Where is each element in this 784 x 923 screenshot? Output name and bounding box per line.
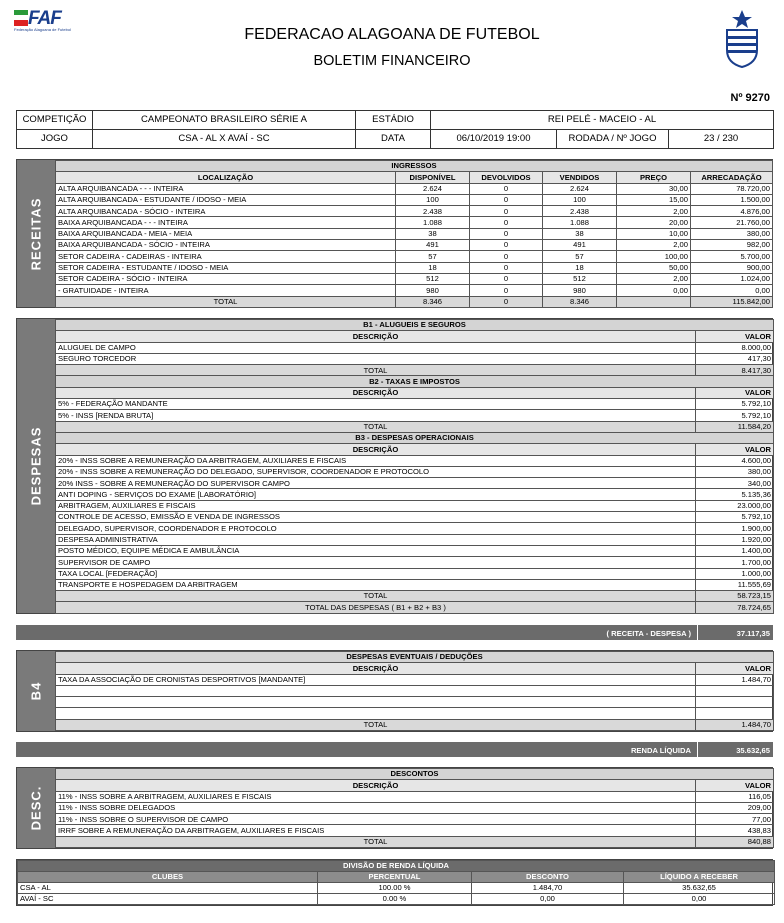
item-description: SEGURO TORCEDOR: [56, 353, 696, 364]
section-title-row: [56, 769, 774, 780]
table-cell: 2.624: [543, 183, 617, 194]
table-cell: SETOR CADEIRA - ESTUDANTE / IDOSO - MEIA: [56, 262, 396, 273]
total-label: TOTAL: [56, 365, 696, 376]
table-cell: 30,00: [617, 183, 691, 194]
empty-cell: [696, 697, 774, 708]
item-value: 77,00: [696, 814, 774, 825]
item-description: ARBITRAGEM, AUXILIARES E FISCAIS: [56, 500, 696, 511]
item-description: ANTI DOPING - SERVIÇOS DO EXAME [LABORATÓRIO]: [56, 489, 696, 500]
table-cell: CSA - AL: [18, 883, 318, 894]
table-cell: - GRATUIDADE - INTEIRA: [56, 285, 396, 296]
receitas-section-title: INGRESSOS: [56, 161, 773, 172]
table-cell: 1.024,00: [691, 273, 773, 284]
table-row: [56, 512, 774, 523]
table-cell: 2.438: [543, 206, 617, 217]
table-cell: 491: [396, 240, 470, 251]
item-value: 11.555,69: [696, 579, 774, 590]
table-cell: 35.632,65: [624, 883, 775, 894]
total-label: TOTAL: [56, 421, 696, 432]
table-row: [56, 568, 774, 579]
match-info: [16, 110, 773, 149]
table-cell: BAIXA ARQUIBANCADA - MEIA - MEIA: [56, 228, 396, 239]
table-cell: 57: [396, 251, 470, 262]
grand-total-label: TOTAL DAS DESPESAS ( B1 + B2 + B3 ): [56, 602, 696, 613]
competition-value: CAMPEONATO BRASILEIRO SÉRIE A: [93, 111, 356, 130]
divisao-col-header: LÍQUIDO A RECEBER: [624, 872, 775, 883]
b1-title: B1 - ALUGUEIS E SEGUROS: [56, 320, 774, 331]
total-value: 58.723,15: [696, 591, 774, 602]
receitas-total-row: [56, 296, 773, 307]
item-description: TAXA LOCAL [FEDERAÇÃO]: [56, 568, 696, 579]
table-cell: 78.720,00: [691, 183, 773, 194]
table-cell: 0: [470, 251, 543, 262]
receitas-header-row: [56, 172, 773, 183]
table-cell: SETOR CADEIRA - SÓCIO - INTEIRA: [56, 273, 396, 284]
table-row: [56, 262, 773, 273]
total-value: 8.417,30: [696, 365, 774, 376]
divisao-col-header: CLUBES: [18, 872, 318, 883]
descontos-total-row: [56, 836, 774, 847]
item-description: TRANSPORTE E HOSPEDAGEM DA ARBITRAGEM: [56, 579, 696, 590]
table-cell: 2.624: [396, 183, 470, 194]
table-cell: 0.00 %: [318, 894, 472, 905]
game-value: CSA - AL X AVAÍ - SC: [93, 130, 356, 149]
empty-row: [56, 685, 774, 696]
receitas-col-header: LOCALIZAÇÃO: [56, 172, 396, 183]
table-cell: AVAÍ - SC: [18, 894, 318, 905]
item-value: 116,05: [696, 791, 774, 802]
table-cell: 38: [396, 228, 470, 239]
game-label: JOGO: [17, 130, 93, 149]
empty-row: [56, 697, 774, 708]
table-row: [56, 228, 773, 239]
item-description: 20% - INSS SOBRE A REMUNERAÇÃO DA ARBITRAGEM, AUXILIARES E FISCAIS: [56, 455, 696, 466]
descontos-title: DESCONTOS: [56, 769, 774, 780]
table-cell: 1.088: [396, 217, 470, 228]
table-cell: 100: [396, 194, 470, 205]
valor-col-header: VALOR: [696, 780, 774, 791]
table-cell: 1.088: [543, 217, 617, 228]
divisao-section: [16, 859, 773, 906]
table-cell: 512: [543, 273, 617, 284]
item-value: 340,00: [696, 478, 774, 489]
item-value: 438,83: [696, 825, 774, 836]
b4-section: [16, 650, 773, 732]
despesas-section: [16, 318, 773, 614]
divisao-title: DIVISÃO DE RENDA LÍQUIDA: [18, 861, 775, 872]
table-row: [56, 674, 774, 685]
table-cell: 0: [470, 228, 543, 239]
empty-cell: [696, 708, 774, 719]
table-cell: 2.438: [396, 206, 470, 217]
b3-title: B3 - DESPESAS OPERACIONAIS: [56, 432, 774, 443]
total-value: 1.484,70: [696, 719, 774, 730]
table-row: [56, 273, 773, 284]
item-value: 1.700,00: [696, 557, 774, 568]
table-cell: 21.760,00: [691, 217, 773, 228]
divisao-header-row: [18, 872, 775, 883]
item-value: 4.600,00: [696, 455, 774, 466]
stadium-value: REI PELÉ - MACEIO - AL: [431, 111, 774, 130]
item-value: 1.900,00: [696, 523, 774, 534]
total-cell: 8.346: [396, 296, 470, 307]
empty-cell: [56, 708, 696, 719]
valor-col-header: VALOR: [696, 444, 774, 455]
item-description: IRRF SOBRE A REMUNERAÇÃO DA ARBITRAGEM, AUXILIARES E FISCAIS: [56, 825, 696, 836]
table-row: [56, 825, 774, 836]
item-description: DESPESA ADMINISTRATIVA: [56, 534, 696, 545]
receitas-col-header: VENDIDOS: [543, 172, 617, 183]
table-cell: 2,00: [617, 206, 691, 217]
empty-row: [56, 708, 774, 719]
saldo-label: ( RECEITA - DESPESA ): [606, 629, 691, 638]
despesas-side-label: DESPESAS: [17, 319, 55, 613]
table-cell: 10,00: [617, 228, 691, 239]
total-cell: 115.842,00: [691, 296, 773, 307]
receitas-col-header: DEVOLVIDOS: [470, 172, 543, 183]
date-value: 06/10/2019 19:00: [431, 130, 557, 149]
renda-liquida-value: 35.632,65: [697, 742, 773, 757]
table-row: [56, 183, 773, 194]
table-row: [56, 342, 774, 353]
table-cell: 0: [470, 183, 543, 194]
table-row: [18, 894, 775, 905]
item-description: CONTROLE DE ACESSO, EMISSÃO E VENDA DE INGRESSOS: [56, 512, 696, 523]
table-cell: BAIXA ARQUIBANCADA - SÓCIO - INTEIRA: [56, 240, 396, 251]
table-row: [56, 251, 773, 262]
table-cell: ALTA ARQUIBANCADA - SÓCIO - INTEIRA: [56, 206, 396, 217]
table-cell: 5.700,00: [691, 251, 773, 262]
section-title-row: [56, 376, 774, 387]
table-row: [56, 217, 773, 228]
item-description: ALUGUEL DE CAMPO: [56, 342, 696, 353]
table-cell: 0,00: [617, 285, 691, 296]
table-cell: 100,00: [617, 251, 691, 262]
table-row: [56, 410, 774, 421]
table-row: [56, 240, 773, 251]
item-description: 11% - INSS SOBRE DELEGADOS: [56, 802, 696, 813]
table-row: [56, 545, 774, 556]
b3-total-row: [56, 591, 774, 602]
table-row: [56, 523, 774, 534]
item-description: 20% - INSS SOBRE A REMUNERAÇÃO DO DELEGADO, SUPERVISOR, COORDENADOR E PROTOCOLO: [56, 466, 696, 477]
despesas-table: [55, 319, 774, 614]
despesas-grand-total-row: [56, 602, 774, 613]
table-row: [56, 194, 773, 205]
table-cell: 4.876,00: [691, 206, 773, 217]
column-header-row: [56, 387, 774, 398]
table-row: [56, 814, 774, 825]
table-row: [56, 534, 774, 545]
total-cell: 0: [470, 296, 543, 307]
descontos-table: [55, 768, 774, 848]
item-value: 5.135,36: [696, 489, 774, 500]
item-description: TAXA DA ASSOCIAÇÃO DE CRONISTAS DESPORTIVOS [MANDANTE]: [56, 674, 696, 685]
desc-col-header: DESCRIÇÃO: [56, 444, 696, 455]
table-cell: 15,00: [617, 194, 691, 205]
table-row: [56, 478, 774, 489]
date-label: DATA: [356, 130, 431, 149]
table-cell: 0: [470, 194, 543, 205]
item-value: 417,30: [696, 353, 774, 364]
table-cell: 1.500,00: [691, 194, 773, 205]
document-number: Nº 9270: [730, 92, 770, 104]
b4-table: [55, 651, 774, 731]
table-cell: 18: [396, 262, 470, 273]
table-cell: 0: [470, 262, 543, 273]
descontos-side-label: DESC.: [17, 768, 55, 848]
table-cell: 100: [543, 194, 617, 205]
item-description: 5% - FEDERAÇÃO MANDANTE: [56, 399, 696, 410]
item-value: 23.000,00: [696, 500, 774, 511]
table-cell: 57: [543, 251, 617, 262]
b4-side-label: B4: [17, 651, 55, 731]
table-row: [56, 557, 774, 568]
table-cell: 38: [543, 228, 617, 239]
table-cell: 50,00: [617, 262, 691, 273]
item-description: 11% - INSS SOBRE O SUPERVISOR DE CAMPO: [56, 814, 696, 825]
table-row: [18, 883, 775, 894]
table-cell: 380,00: [691, 228, 773, 239]
item-value: 5.792,10: [696, 410, 774, 421]
table-cell: ALTA ARQUIBANCADA - - - INTEIRA: [56, 183, 396, 194]
item-description: POSTO MÉDICO, EQUIPE MÉDICA E AMBULÂNCIA: [56, 545, 696, 556]
table-cell: 982,00: [691, 240, 773, 251]
table-cell: BAIXA ARQUIBANCADA - - - INTEIRA: [56, 217, 396, 228]
desc-col-header: DESCRIÇÃO: [56, 780, 696, 791]
item-description: 20% INSS - SOBRE A REMUNERAÇÃO DO SUPERVISOR CAMPO: [56, 478, 696, 489]
b1-total-row: [56, 365, 774, 376]
desc-col-header: DESCRIÇÃO: [56, 331, 696, 342]
column-header-row: [56, 444, 774, 455]
descontos-section: [16, 767, 773, 849]
receitas-section: [16, 159, 773, 308]
club-crest-icon: [724, 8, 760, 68]
competition-label: COMPETIÇÃO: [17, 111, 93, 130]
divisao-col-header: DESCONTO: [472, 872, 624, 883]
total-cell: [617, 296, 691, 307]
item-value: 1.920,00: [696, 534, 774, 545]
b4-total-row: [56, 719, 774, 730]
item-description: 5% - INSS [RENDA BRUTA]: [56, 410, 696, 421]
column-header-row: [56, 780, 774, 791]
item-value: 8.000,00: [696, 342, 774, 353]
table-cell: SETOR CADEIRA - CADEIRAS - INTEIRA: [56, 251, 396, 262]
table-cell: 980: [396, 285, 470, 296]
table-cell: 0: [470, 273, 543, 284]
valor-col-header: VALOR: [696, 331, 774, 342]
divisao-col-header: PERCENTUAL: [318, 872, 472, 883]
table-cell: 0,00: [624, 894, 775, 905]
valor-col-header: VALOR: [696, 387, 774, 398]
renda-liquida-bar: [16, 742, 773, 757]
b2-title: B2 - TAXAS E IMPOSTOS: [56, 376, 774, 387]
total-value: 11.584,20: [696, 421, 774, 432]
stadium-label: ESTÁDIO: [356, 111, 431, 130]
divisao-title-row: [18, 861, 775, 872]
table-cell: 0: [470, 240, 543, 251]
table-cell: 1.484,70: [472, 883, 624, 894]
table-row: [56, 500, 774, 511]
table-row: [56, 466, 774, 477]
grand-total-value: 78.724,65: [696, 602, 774, 613]
total-value: 840,88: [696, 836, 774, 847]
empty-cell: [56, 697, 696, 708]
table-row: [56, 206, 773, 217]
saldo-value: 37.117,35: [697, 625, 773, 640]
total-label: TOTAL: [56, 591, 696, 602]
item-value: 5.792,10: [696, 399, 774, 410]
table-cell: 900,00: [691, 262, 773, 273]
total-cell: 8.346: [543, 296, 617, 307]
table-row: [56, 791, 774, 802]
table-row: [56, 399, 774, 410]
logo-text: FAF: [28, 8, 61, 29]
item-description: SUPERVISOR DE CAMPO: [56, 557, 696, 568]
item-value: 380,00: [696, 466, 774, 477]
table-row: [56, 285, 773, 296]
divisao-table: [17, 860, 775, 905]
item-value: 1.000,00: [696, 568, 774, 579]
total-cell: TOTAL: [56, 296, 396, 307]
table-cell: 0: [470, 285, 543, 296]
saldo-bar: [16, 625, 773, 640]
table-row: [56, 353, 774, 364]
receitas-col-header: ARRECADAÇÃO: [691, 172, 773, 183]
table-cell: 18: [543, 262, 617, 273]
desc-col-header: DESCRIÇÃO: [56, 663, 696, 674]
column-header-row: [56, 663, 774, 674]
table-cell: 20,00: [617, 217, 691, 228]
empty-cell: [56, 685, 696, 696]
desc-col-header: DESCRIÇÃO: [56, 387, 696, 398]
section-title-row: [56, 320, 774, 331]
table-row: [56, 455, 774, 466]
item-value: 1.400,00: [696, 545, 774, 556]
table-cell: 980: [543, 285, 617, 296]
total-label: TOTAL: [56, 719, 696, 730]
item-description: 11% - INSS SOBRE A ARBITRAGEM, AUXILIARES E FISCAIS: [56, 791, 696, 802]
receitas-col-header: DISPONÍVEL: [396, 172, 470, 183]
page-title: FEDERACAO ALAGOANA DE FUTEBOL: [244, 26, 540, 43]
page-subtitle: BOLETIM FINANCEIRO: [313, 53, 471, 69]
renda-liquida-label: RENDA LÍQUIDA: [630, 746, 691, 755]
receitas-table: [55, 160, 773, 308]
table-cell: 0: [470, 217, 543, 228]
item-description: DELEGADO, SUPERVISOR, COORDENADOR E PROTOCOLO: [56, 523, 696, 534]
table-cell: 0,00: [691, 285, 773, 296]
b2-total-row: [56, 421, 774, 432]
item-value: 1.484,70: [696, 674, 774, 685]
item-value: 209,00: [696, 802, 774, 813]
table-row: [56, 579, 774, 590]
receitas-side-label: RECEITAS: [17, 160, 55, 307]
round-value: 23 / 230: [669, 130, 774, 149]
table-cell: 491: [543, 240, 617, 251]
table-cell: 512: [396, 273, 470, 284]
table-cell: 2,00: [617, 273, 691, 284]
table-cell: 0,00: [472, 894, 624, 905]
table-row: [56, 802, 774, 813]
b4-title: DESPESAS EVENTUAIS / DEDUÇÕES: [56, 652, 774, 663]
section-title-row: [56, 432, 774, 443]
table-cell: 100.00 %: [318, 883, 472, 894]
item-value: 5.792,10: [696, 512, 774, 523]
empty-cell: [696, 685, 774, 696]
table-cell: 2,00: [617, 240, 691, 251]
logo-subtext: Federação Alagoana de Futebol: [14, 27, 71, 32]
table-cell: 0: [470, 206, 543, 217]
round-label: RODADA / Nº JOGO: [557, 130, 669, 149]
table-row: [56, 489, 774, 500]
receitas-col-header: PREÇO: [617, 172, 691, 183]
total-label: TOTAL: [56, 836, 696, 847]
section-title-row: [56, 652, 774, 663]
table-cell: ALTA ARQUIBANCADA - ESTUDANTE / IDOSO - MEIA: [56, 194, 396, 205]
column-header-row: [56, 331, 774, 342]
valor-col-header: VALOR: [696, 663, 774, 674]
